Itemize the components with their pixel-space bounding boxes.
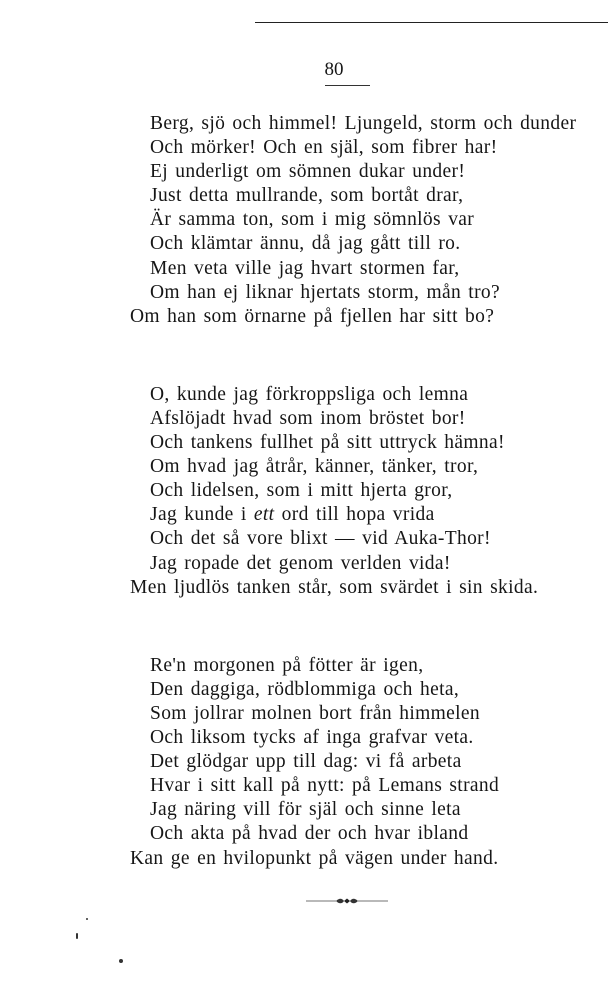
scan-speck <box>76 933 78 939</box>
poem-line: Och tankens fullhet på sitt uttryck hämna! <box>150 432 505 453</box>
top-rule <box>255 22 608 23</box>
end-ornament-icon <box>306 897 388 905</box>
poem-line: Som jollrar molnen bort från himmelen <box>150 703 481 724</box>
poem-line: Berg, sjö och himmel! Ljungeld, storm och dunder <box>150 113 577 134</box>
scan-speck <box>119 959 123 963</box>
poem-line: Och det så vore blixt — vid Auka-Thor! <box>150 528 491 549</box>
poem-line: Och mörker! Och en själ, som fibrer har! <box>150 137 498 158</box>
poem-line: Just detta mullrande, som bortåt drar, <box>150 185 464 206</box>
page-number-underline <box>325 85 370 86</box>
poem-line: Afslöjadt hvad som inom bröstet bor! <box>150 408 466 429</box>
poem-line: Men veta ville jag hvart stormen far, <box>150 258 460 279</box>
poem-line: Hvar i sitt kall på nytt: på Lemans strand <box>150 775 500 796</box>
poem-line: Men ljudlös tanken står, som svärdet i sin skida. <box>130 577 539 598</box>
poem-line: Och liksom tycks af inga grafvar veta. <box>150 727 474 748</box>
poem-line: Re'n morgonen på fötter är igen, <box>150 655 424 676</box>
poem-line: Om han som örnarne på fjellen har sitt bo? <box>130 306 495 327</box>
poem-line: O, kunde jag förkroppsliga och lemna <box>150 384 469 405</box>
poem-line: Jag ropade det genom verlden vida! <box>150 553 451 574</box>
poem-line: Och klämtar ännu, då jag gått till ro. <box>150 233 461 254</box>
poem-line: Jag kunde i ett ord till hopa vrida <box>150 504 435 525</box>
poem-line: Om hvad jag åtrår, känner, tänker, tror, <box>150 456 479 477</box>
poem-line: Den daggiga, rödblommiga och heta, <box>150 679 460 700</box>
poem-line: Och lidelsen, som i mitt hjerta gror, <box>150 480 453 501</box>
poem-line: Jag näring vill för själ och sinne leta <box>150 799 461 820</box>
poem-line: Är samma ton, som i mig sömnlös var <box>150 209 475 230</box>
poem-line: Om han ej liknar hjertats storm, mån tro? <box>150 282 501 303</box>
poem-line: Det glödgar upp till dag: vi få arbeta <box>150 751 462 772</box>
poem-line: Kan ge en hvilopunkt på vägen under hand. <box>130 848 499 869</box>
emphasis: ett <box>253 504 275 525</box>
scan-speck <box>86 918 88 920</box>
page-number: 80 <box>324 59 344 80</box>
poem-line: Ej underligt om sömnen dukar under! <box>150 161 466 182</box>
poem-line: Och akta på hvad der och hvar ibland <box>150 823 469 844</box>
